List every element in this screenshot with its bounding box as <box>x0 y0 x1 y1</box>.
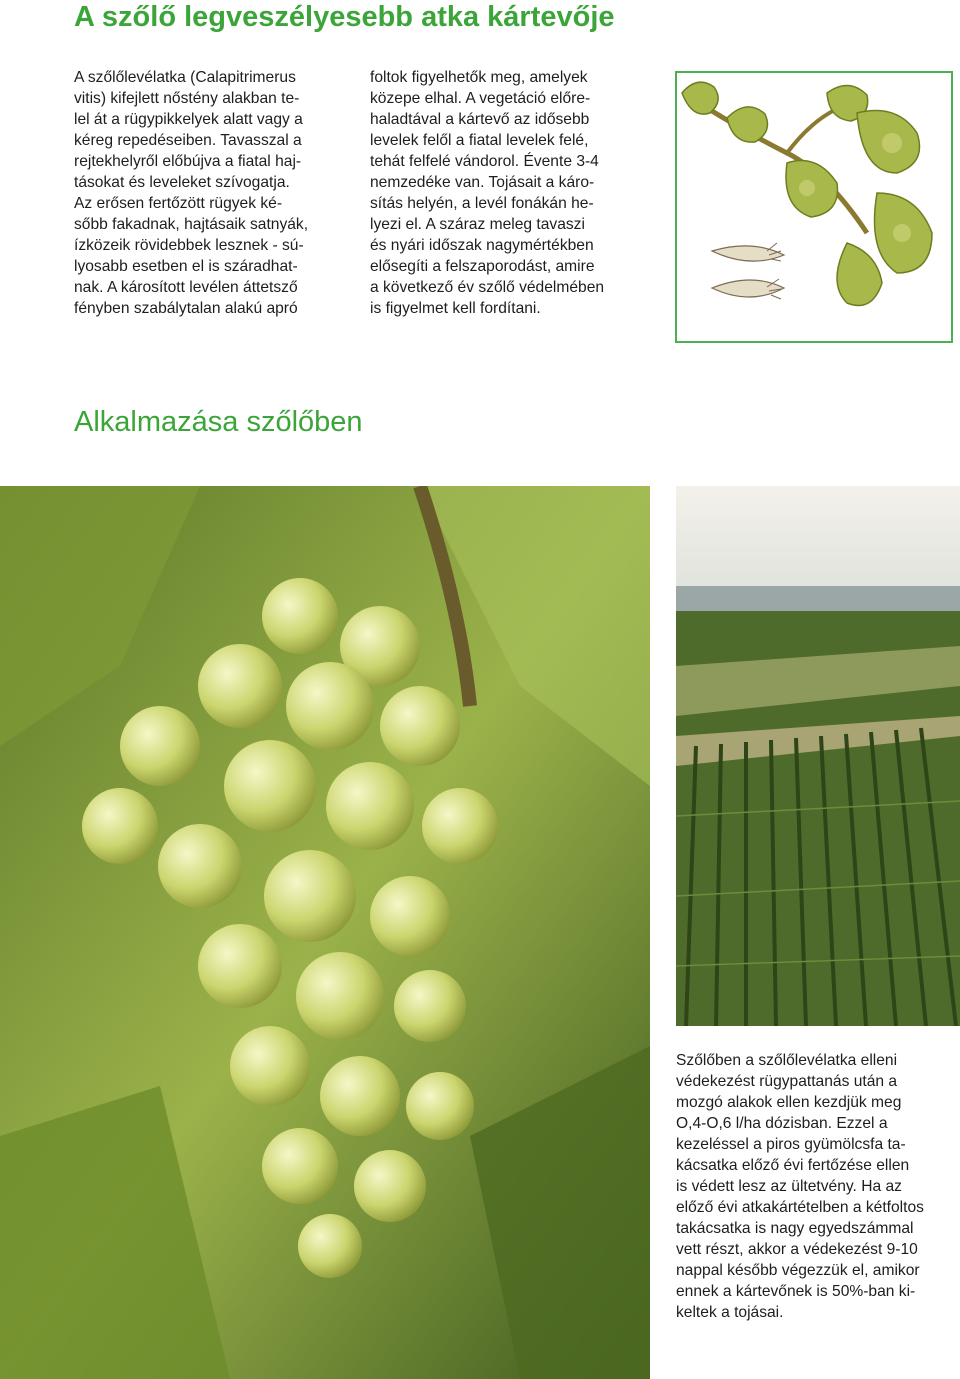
vine-shoot-drawing <box>677 73 951 341</box>
text-line: a következő év szőlő védelmében <box>370 279 605 296</box>
text-line: védekezést rügypattanás után a <box>676 1073 898 1090</box>
text-line: kéreg repedéseiben. Tavasszal a <box>74 132 302 149</box>
grapes-photo <box>0 486 650 1379</box>
text-line: előző évi atkakártételben a kétfoltos <box>676 1199 924 1216</box>
text-line: Szőlőben a szőlőlevélatka elleni <box>676 1052 898 1069</box>
text-line: ennek a kártevőnek is 50%-ban ki- <box>676 1283 916 1300</box>
text-line: vitis) kifejlett nőstény alakban te- <box>74 90 300 107</box>
text-line: mozgó alakok ellen kezdjük meg <box>676 1094 902 1111</box>
text-line: tehát felfelé vándorol. Évente 3-4 <box>370 153 599 170</box>
text-line: ízközeik rövidebbek lesznek - sú- <box>74 237 304 254</box>
text-line: keltek a tojásai. <box>676 1304 784 1321</box>
text-line: és nyári időszak nagymértékben <box>370 237 594 254</box>
text-line: sítás helyén, a levél fonákán he- <box>370 195 594 212</box>
text-line: nappal később végezzük el, amikor <box>676 1262 920 1279</box>
text-line: tásokat és leveleket szívogatja. <box>74 174 290 191</box>
text-line: közepe elhal. A vegetáció előre- <box>370 90 591 107</box>
text-line: takácsatka is nagy egyedszámmal <box>676 1220 914 1237</box>
section-text <box>676 1050 956 1323</box>
text-line: fényben szabálytalan alakú apró <box>74 300 298 317</box>
text-line: is figyelmet kell fordítani. <box>370 300 541 317</box>
vineyard-photo <box>676 486 960 1026</box>
vineyard-rows-image <box>676 486 960 1026</box>
text-line: lel át a rügypikkelyek alatt vagy a <box>74 111 303 128</box>
text-line: is védett lesz az ültetvény. Ha az <box>676 1178 902 1195</box>
text-line: haladtával a kártevő az idősebb <box>370 111 590 128</box>
text-line: nak. A károsított levélen áttetsző <box>74 279 298 296</box>
text-line: A szőlőlevélatka (Calapitrimerus <box>74 69 296 86</box>
page-title: A szőlő legveszélyesebb atka kártevője <box>74 1 615 33</box>
intro-column-1 <box>74 67 356 319</box>
text-line: lyosabb esetben el is száradhat- <box>74 258 298 275</box>
text-line: kácsatka előző évi fertőzése ellen <box>676 1157 910 1174</box>
intro-column-2 <box>370 67 648 319</box>
text-line: nemzedéke van. Tojásait a káro- <box>370 174 595 191</box>
text-line: O,4-O,6 l/ha dózisban. Ezzel a <box>676 1115 888 1132</box>
mite-drawing-2 <box>712 279 784 299</box>
text-line: rejtekhelyről előbújva a fiatal haj- <box>74 153 302 170</box>
text-line: elősegíti a felszaporodást, amire <box>370 258 595 275</box>
text-line: foltok figyelhetők meg, amelyek <box>370 69 588 86</box>
grape-cluster-image <box>0 486 650 1379</box>
text-line: sőbb fakadnak, hajtásaik satnyák, <box>74 216 309 233</box>
section-title: Alkalmazása szőlőben <box>74 406 363 438</box>
mite-drawing-1 <box>712 243 784 261</box>
text-line: levelek felől a fiatal levelek felé, <box>370 132 589 149</box>
text-line: kezeléssel a piros gyümölcsfa ta- <box>676 1136 906 1153</box>
text-line: lyezi el. A száraz meleg tavaszi <box>370 216 585 233</box>
text-line: vett részt, akkor a védekezést 9-10 <box>676 1241 918 1258</box>
text-line: Az erősen fertőzött rügyek ké- <box>74 195 283 212</box>
mite-damage-illustration <box>675 71 953 343</box>
